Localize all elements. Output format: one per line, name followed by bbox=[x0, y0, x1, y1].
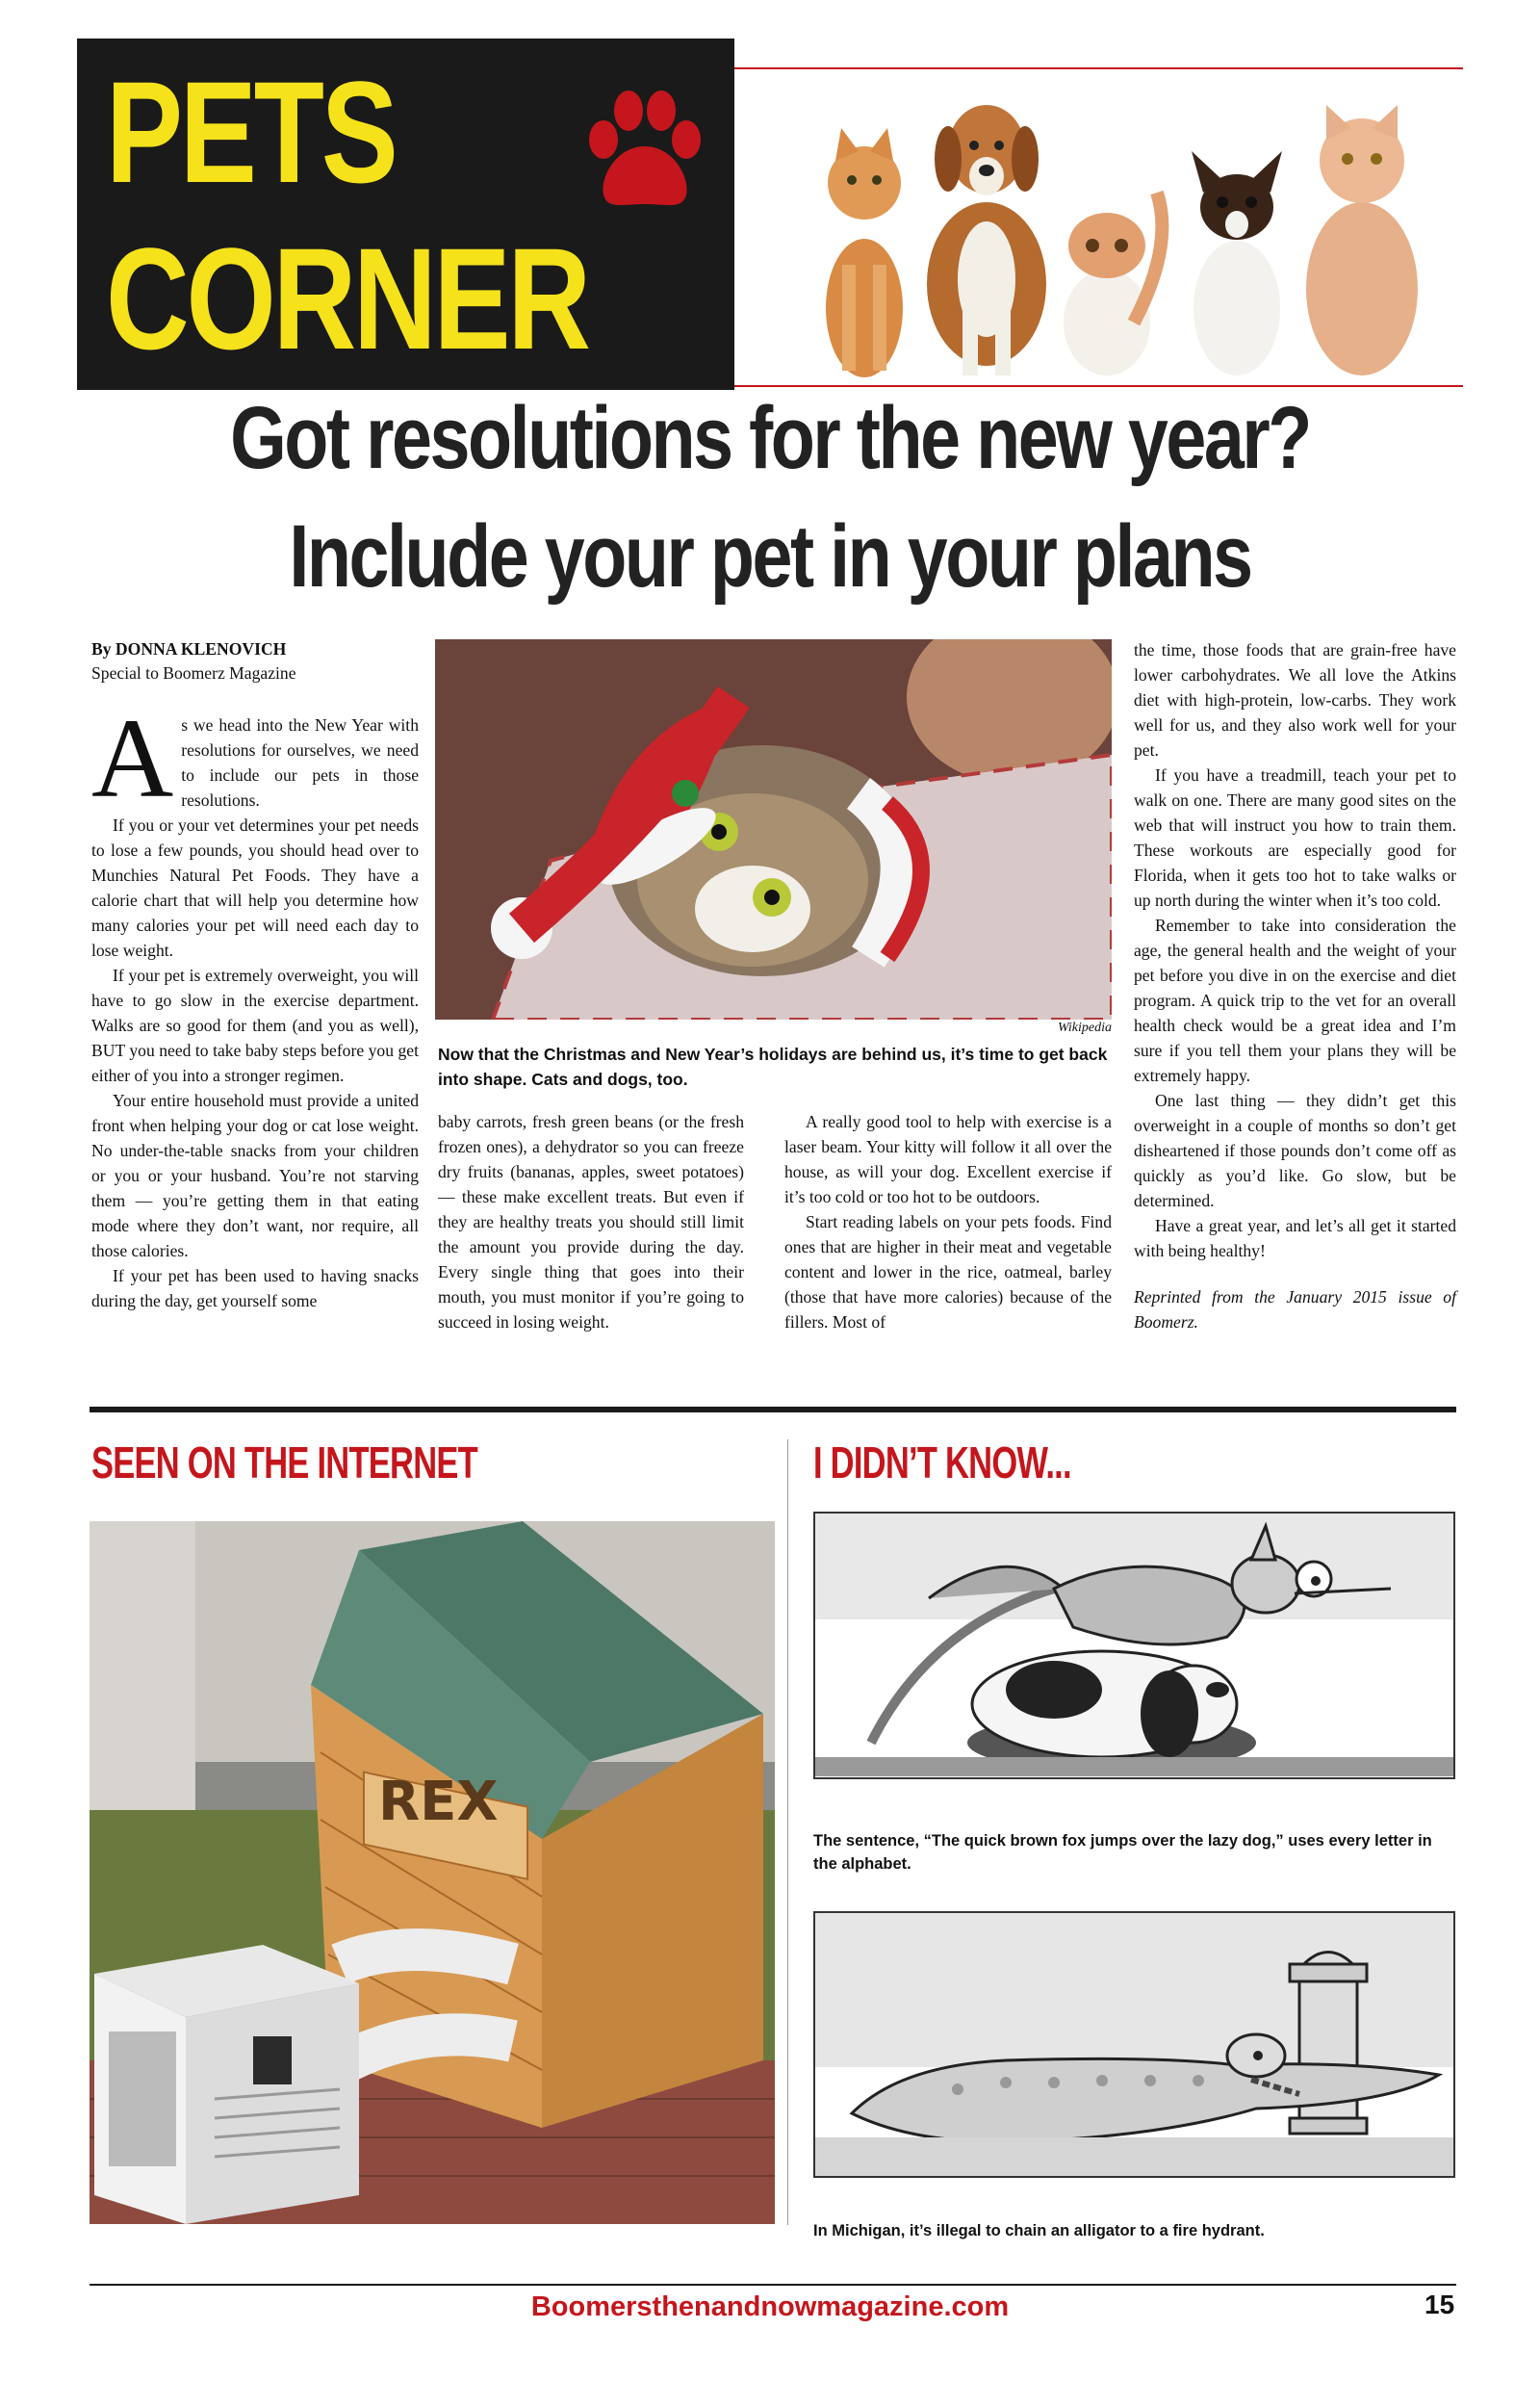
doghouse-sign: REX bbox=[378, 1771, 499, 1833]
article-column-4 bbox=[1134, 637, 1456, 1334]
headline-line-2: Include your pet in your plans bbox=[289, 507, 1251, 606]
chihuahua-image bbox=[1192, 151, 1282, 375]
orange-cat-image bbox=[826, 128, 903, 377]
masthead-pets: PETS bbox=[106, 51, 396, 213]
masthead-corner: CORNER bbox=[106, 218, 588, 379]
article-paragraph: Remember to take into consideration the age, the general health and the weight of your pet before you dive in on the exercise and diet program. A quick trip to the vet for an overall health check would be a great idea and I’m sure if you tell them your plans they will be extremely happy. bbox=[1134, 916, 1456, 1085]
masthead-rule-top bbox=[734, 67, 1463, 69]
article-column-2 bbox=[438, 1109, 744, 1334]
masthead bbox=[77, 39, 734, 390]
article-paragraph: Your entire household must provide a united front when helping your dog or cat lose weight. No under-the-table snacks from your children or you or your husband. You’re not starving them — you’re getting them in that eating mode where they don’t want, nor require, all those calories. bbox=[91, 1091, 419, 1260]
cartoon-caption-fox: The sentence, “The quick brown fox jumps over the lazy dog,” uses every letter in the alphabet. bbox=[813, 1832, 1432, 1873]
section-divider bbox=[90, 1407, 1456, 1412]
brown-dog-image bbox=[927, 105, 1046, 375]
photo-credit: Wikipedia bbox=[1058, 1021, 1112, 1035]
fox-dog-cartoon bbox=[813, 1512, 1455, 1779]
article-paragraph: One last thing — they didn’t get this overweight in a couple of months so don’t get disheartened if those pounds don’t come off as quickly as you’d like. Go slow, but be determined. bbox=[1134, 1091, 1456, 1210]
section-title-didnt-know: I DIDN’T KNOW... bbox=[813, 1437, 1071, 1488]
drop-cap: A bbox=[91, 695, 174, 821]
byline-subtitle: Special to Boomerz Magazine bbox=[91, 663, 296, 683]
column-divider bbox=[787, 1439, 788, 2225]
page-number: 15 bbox=[1424, 2290, 1455, 2319]
section-title-seen: SEEN ON THE INTERNET bbox=[91, 1437, 477, 1488]
headline-line-1: Got resolutions for the new year? bbox=[230, 389, 1310, 487]
article-paragraph: Have a great year, and let’s all get it started with being healthy! bbox=[1134, 1216, 1456, 1260]
article-paragraph bbox=[91, 695, 419, 821]
article-paragraph: If you have a treadmill, teach your pet to walk on one. There are many good sites on the web that will instruct you how to train them. These workouts are especially good for Florida, when it gets too hot to take walks or up north during the winter when it’s too cold. bbox=[1134, 765, 1456, 910]
article-paragraph: baby carrots, fresh green beans (or the fresh frozen ones), a dehydrator so you can freeze dry fruits (bananas, apples, sweet potatoes) — these make excellent treats. But even if they are healthy treats you should still limit the amount you provide during the day. Every single thing that goes into their mouth, you must monitor if you’re going to succeed in losing weight. bbox=[438, 1112, 744, 1332]
cream-cat-image bbox=[1306, 105, 1418, 375]
persian-kitten-image bbox=[1064, 193, 1162, 375]
byline-author: By DONNA KLENOVICH bbox=[91, 639, 287, 659]
doghouse-ac-photo bbox=[90, 1521, 775, 2224]
article-paragraph: Start reading labels on your pets foods. Find ones that are higher in their meat and vegetable content and lower in the rice, oatmeal, barley (those that have more calories) because of the fillers. Most of bbox=[784, 1212, 1112, 1332]
footer-website-link[interactable]: Boomersthenandnowmagazine.com bbox=[530, 2291, 1010, 2322]
article-paragraph: A really good tool to help with exercise is a laser beam. Your kitty will follow it all over the house, as will your dog. Excellent exercise if it’s too cold or too hot to be outdoors. bbox=[784, 1112, 1112, 1206]
article-paragraph: If your pet is extremely overweight, you will have to go slow in the exercise department. Walks are so good for them (and you as well), BUT you need to take baby steps before you get either of you into a stronger regimen. bbox=[91, 966, 419, 1085]
footer-rule bbox=[90, 2284, 1456, 2286]
article-paragraph: If you or your vet determines your pet needs to lose a few pounds, you should head over to Munchies Natural Pet Foods. They have a calorie chart that will help you determine how many calories your pet will need each day to lose weight. bbox=[91, 815, 419, 960]
article-paragraph-text: s we head into the New Year with resolutions for ourselves, we need to include our pets in those resolutions. bbox=[181, 715, 419, 810]
christmas-cat-photo bbox=[435, 639, 1112, 1020]
cartoon-caption-alligator: In Michigan, it’s illegal to chain an alligator to a fire hydrant. bbox=[813, 2222, 1265, 2239]
article-paragraph: If your pet has been used to having snacks during the day, get yourself some bbox=[91, 1266, 419, 1310]
reprint-note: Reprinted from the January 2015 issue of Boomerz. bbox=[1134, 1287, 1456, 1332]
photo-caption: Now that the Christmas and New Year’s holidays are behind us, it’s time to get back into shape. Cats and dogs, too. bbox=[438, 1045, 1108, 1089]
paw-icon bbox=[582, 87, 707, 221]
article-paragraph: the time, those foods that are grain-free have lower carbohydrates. We all love the Atkins diet with high-protein, low-carbs. They work well for us, and they also work well for your pet. bbox=[1134, 640, 1456, 760]
article-column-3 bbox=[784, 1109, 1112, 1334]
masthead-rule-bottom bbox=[734, 385, 1463, 387]
alligator-hydrant-cartoon bbox=[813, 1911, 1455, 2178]
article-column-1 bbox=[91, 695, 419, 1313]
pets-group-photo bbox=[799, 101, 1434, 380]
